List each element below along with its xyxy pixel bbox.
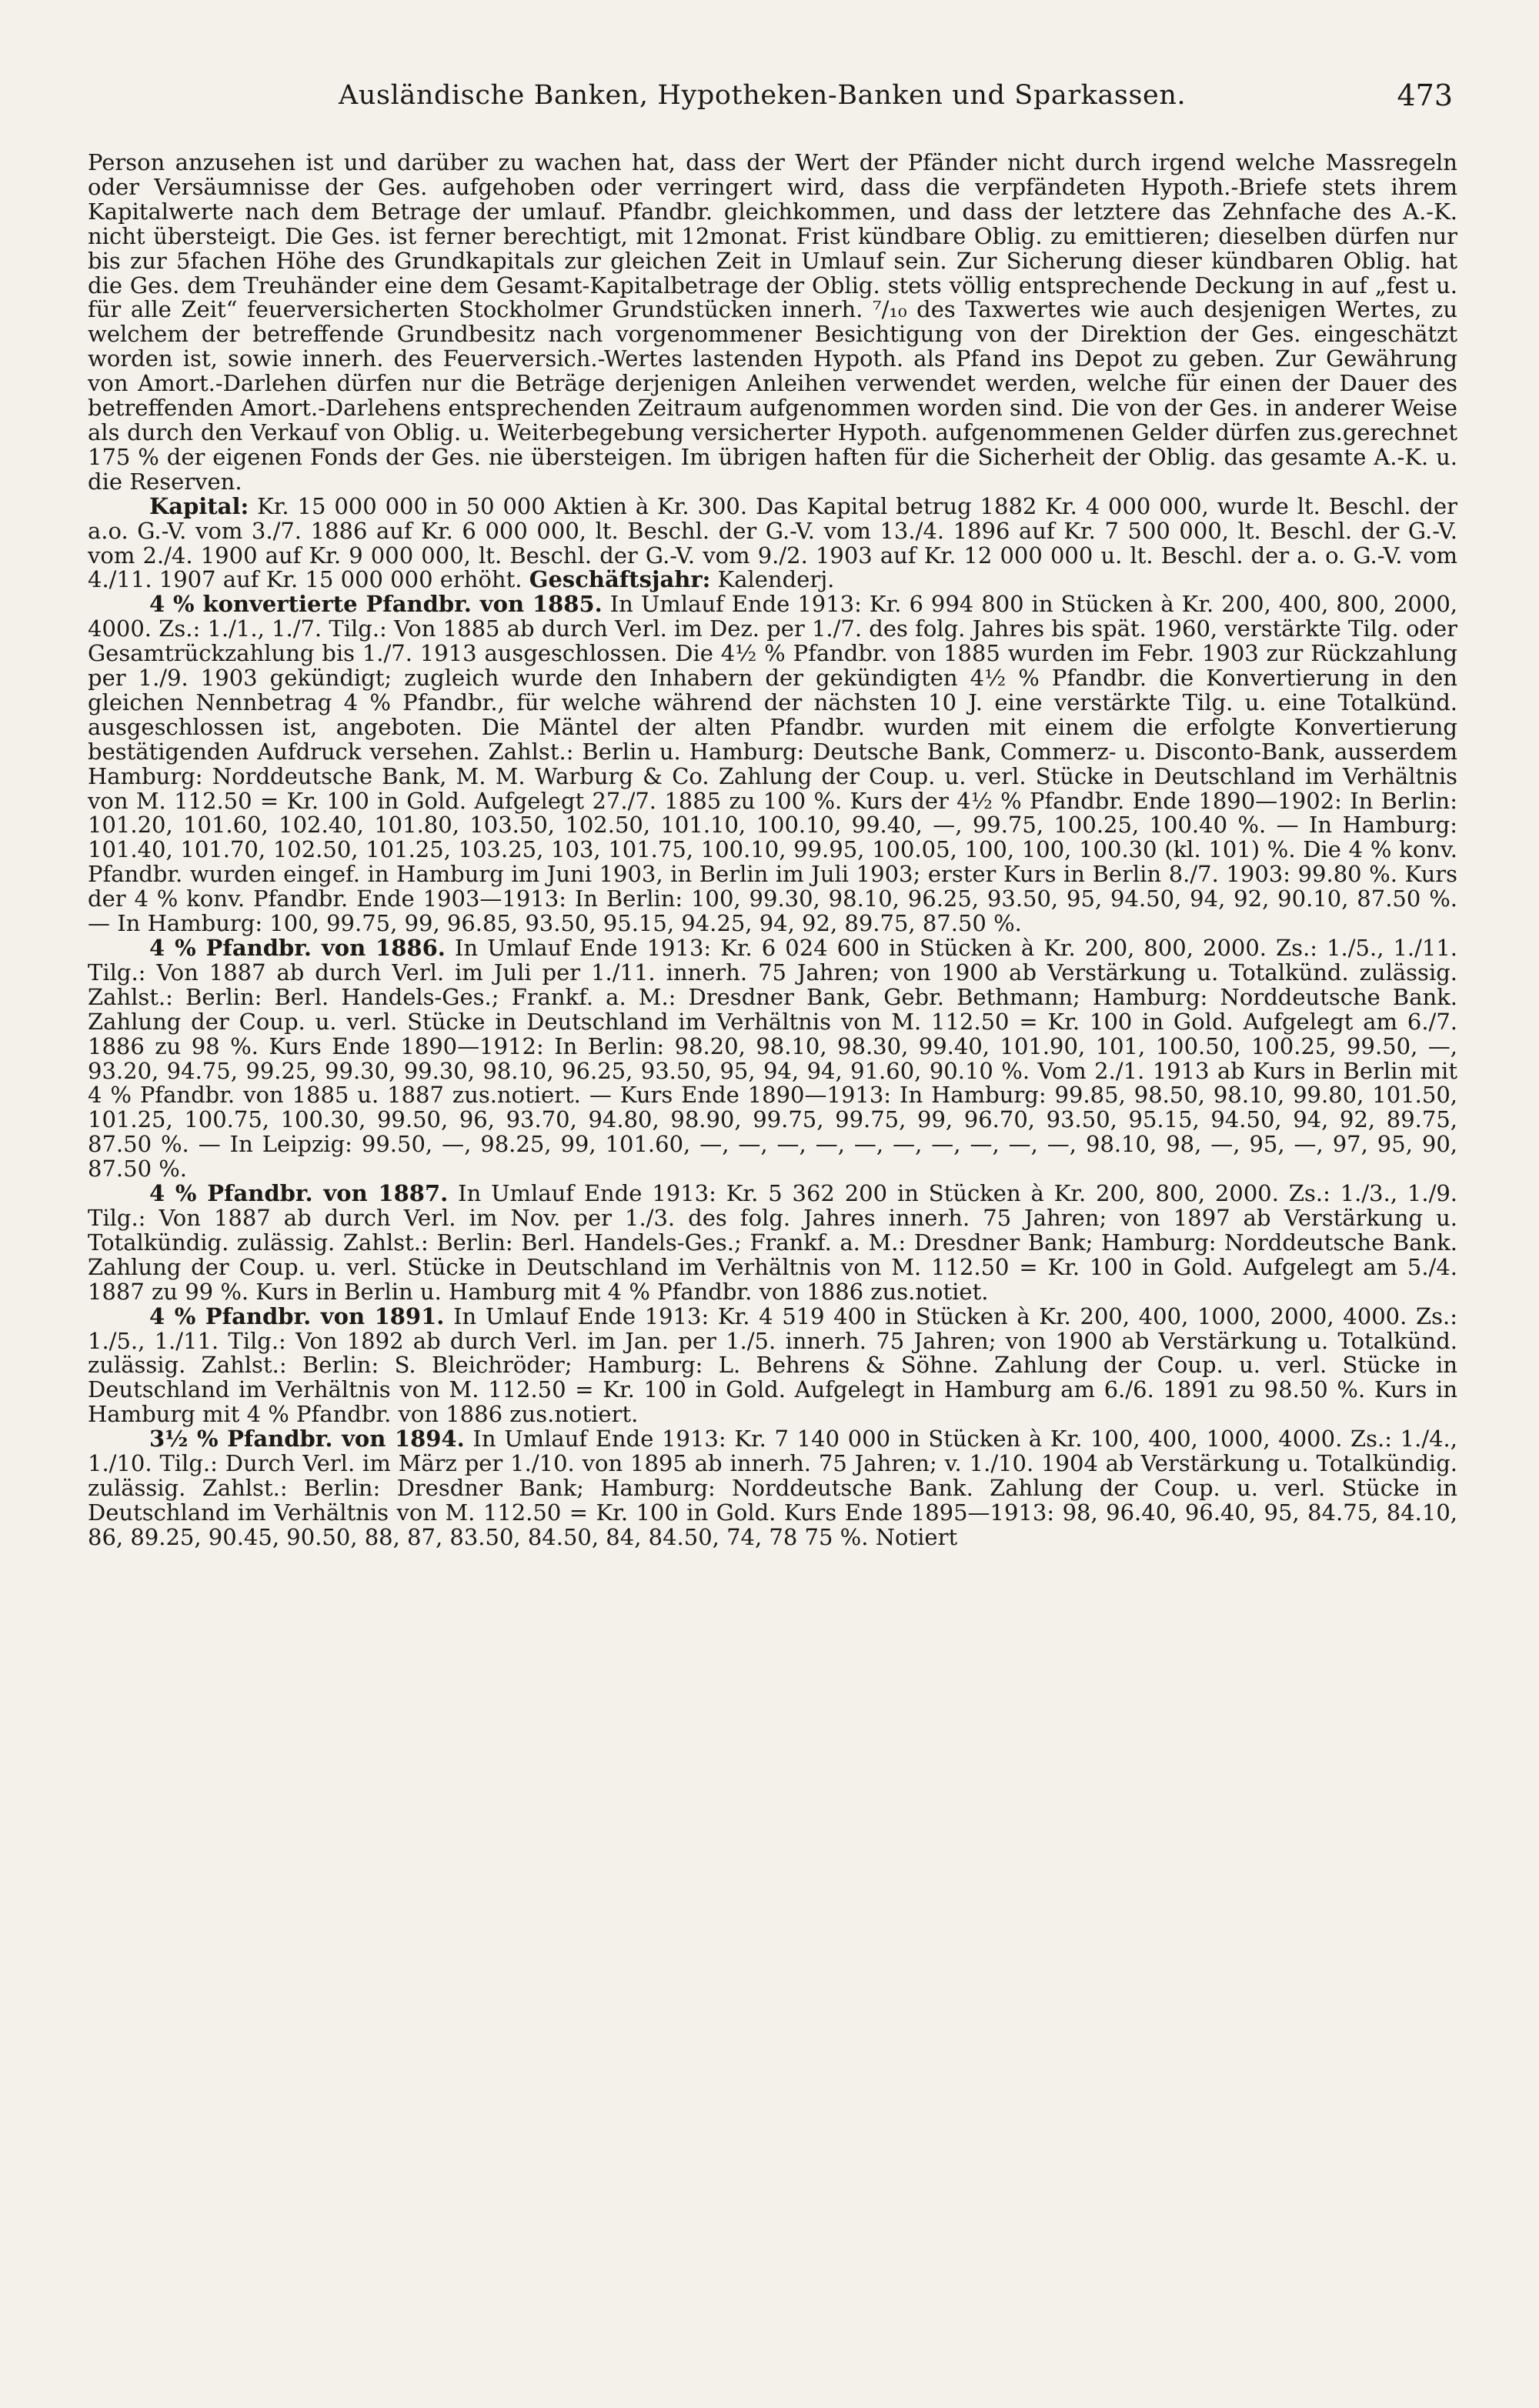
paragraph-text: In Umlauf Ende 1913: Kr. 6 024 600 in Stücken à Kr. 200, 800, 2000. Zs.: 1./5., 1./11. Tilg.: Von 1887 ab durch Verl. im Juli per 1./11. innerh. 75 Jahren; von 1900 ab Verstärkung u. Totalkünd. zulässig. Zahlst.: Berlin: Berl. Handels-Ges.; Frankf. a. M.: Dresdner Bank, Gebr. Bethmann; Hamburg: Norddeutsche Bank. Zahlung der Coup. u. verl. Stücke in Deutschland im Verhältnis von M. 112.50 = Kr. 100 in Gold. Aufgelegt am 6./7. 1886 zu 98 %. Kurs Ende 1890—1912: In Berlin: 98.20, 98.10, 98.30, 99.40, 101.90, 101, 100.50, 100.25, 99.50, —, 93.20, 94.75, 99.25, 99.30, 99.30, 98.10, 96.25, 93.50, 95, 94, 94, 91.60, 90.10 %. Vom 2./1. 1913 ab Kurs in Berlin mit 4 % Pfandbr. von 1885 u. 1887 zus.notiert. — Kurs Ende 1890—1913: In Hamburg: 99.85, 98.50, 98.10, 99.80, 101.50, 101.25, 100.75, 100.30, 99.50, 96, 93.70, 94.80, 98.90, 99.75, 99.75, 99, 96.70, 93.50, 95.15, 94.50, 94, 92, 89.75, 87.50 %. — In Leipzig: 99.50, —, 98.25, 99, 101.60, —, —, —, —, —, —, —, —, —, —, 98.10, 98, —, 95, —, 97, 95, 90, 87.50 %. <box>88 935 1457 1182</box>
paragraph-pfandbr-1891 <box>88 1302 1458 1428</box>
body-text <box>88 151 1457 1550</box>
section-heading: 3½ % Pfandbr. von 1894. <box>149 1426 465 1452</box>
section-heading: 4 % konvertierte Pfandbr. von 1885. <box>149 591 603 618</box>
paragraph-text: Kalenderj. <box>717 566 835 593</box>
paragraph-pfandbr-1885 <box>88 592 1457 936</box>
running-head-title: Ausländische Banken, Hypotheken-Banken und Sparkassen. <box>339 80 1187 111</box>
paragraph-text: In Umlauf Ende 1913: Kr. 7 140 000 in Stücken à Kr. 100, 400, 1000, 4000. Zs.: 1./4., 1./10. Tilg.: Durch Verl. im März per 1./10. von 1895 ab innerh. 75 Jahren; v. 1./10. 1904 ab Verstärkung u. Totalkündig. zulässig. Zahlst.: Berlin: Dresdner Bank; Hamburg: Norddeutsche Bank. Zahlung der Coup. u. verl. Stücke in Deutschland im Verhältnis von M. 112.50 = Kr. 100 in Gold. Kurs Ende 1895—1913: 98, 96.40, 96.40, 95, 84.75, 84.10, 86, 89.25, 90.45, 90.50, 88, 87, 83.50, 84.50, 84, 84.50, 74, 78 75 %. Notiert <box>88 1426 1457 1550</box>
section-heading: 4 % Pfandbr. von 1886. <box>149 935 446 961</box>
paragraph-pfandbr-1886 <box>88 936 1457 1182</box>
section-heading: 4 % Pfandbr. von 1891. <box>149 1302 445 1329</box>
paragraph-text: In Umlauf Ende 1913: Kr. 6 994 800 in Stücken à Kr. 200, 400, 800, 2000, 4000. Zs.: 1./1., 1./7. Tilg.: Von 1885 ab durch Verl. im Dez. per 1./7. des folg. Jahres bis spät. 1960, verstärkte Tilg. oder Gesamtrückzahlung bis 1./7. 1913 ausgeschlossen. Die 4½ % Pfandbr. von 1885 wurden im Febr. 1903 zur Rückzahlung per 1./9. 1903 gekündigt; zugleich wurde den Inhabern der gekündigten 4½ % Pfandbr. die Konvertierung in den gleichen Nennbetrag 4 % Pfandbr., für welche während der nächsten 10 J. eine verstärkte Tilg. u. eine Totalkünd. ausgeschlossen ist, angeboten. Die Mäntel der alten Pfandbr. wurden mit einem die erfolgte Konvertierung bestätigenden Aufdruck versehen. Zahlst.: Berlin u. Hamburg: Deutsche Bank, Commerz- u. Disconto-Bank, ausserdem Hamburg: Norddeutsche Bank, M. M. Warburg & Co. Zahlung der Coup. u. verl. Stücke in Deutschland im Verhältnis von M. 112.50 = Kr. 100 in Gold. Aufgelegt 27./7. 1885 zu 100 %. Kurs der 4½ % Pfandbr. Ende 1890—1902: In Berlin: 101.20, 101.60, 102.40, 101.80, 103.50, 102.50, 101.10, 100.10, 99.40, —, 99.75, 100.25, 100.40 %. — In Hamburg: 101.40, 101.70, 102.50, 101.25, 103.25, 103, 101.75, 100.10, 99.95, 100.05, 100, 100, 100.30 (kl. 101) %. Die 4 % konv. Pfandbr. wurden eingef. in Hamburg im Juni 1903, in Berlin im Juli 1903; erster Kurs in Berlin 8./7. 1903: 99.80 %. Kurs der 4 % konv. Pfandbr. Ende 1903—1913: In Berlin: 100, 99.30, 98.10, 96.25, 93.50, 95, 94.50, 94, 92, 90.10, 87.50 %. — In Hamburg: 100, 99.75, 99, 96.85, 93.50, 95.15, 94.25, 94, 92, 89.75, 87.50 %. <box>88 591 1457 937</box>
paragraph-pfandbr-1894 <box>88 1427 1457 1550</box>
paragraph-text: Kr. 15 000 000 in 50 000 Aktien à Kr. 300. Das Kapital betrug 1882 Kr. 4 000 000, wurde lt. Beschl. der a.o. G.-V. vom 3./7. 1886 auf Kr. 6 000 000, lt. Beschl. der G.-V. vom 13./4. 1896 auf Kr. 7 500 000, lt. Beschl. der G.-V. vom 2./4. 1900 auf Kr. 9 000 000, lt. Beschl. der G.-V. vom 9./2. 1903 auf Kr. 12 000 000 u. lt. Beschl. der a. o. G.-V. vom 4./11. 1907 auf Kr. 15 000 000 erhöht. <box>88 492 1457 593</box>
section-heading: Geschäftsjahr: <box>529 566 711 593</box>
paragraph-kapital <box>88 492 1457 593</box>
paragraph-pfandbr-1887 <box>88 1182 1457 1305</box>
paragraph-text: Person anzusehen ist und darüber zu wachen hat, dass der Wert der Pfänder nicht durch irgend welche Massregeln oder Versäumnisse der Ges. aufgehoben oder verringert wird, dass die verpfändeten Hypoth.-Briefe stets ihrem Kapitalwerte nach dem Betrage der umlauf. Pfandbr. gleichkommen, und dass der letztere das Zehnfache des A.-K. nicht übersteigt. Die Ges. ist ferner berechtigt, mit 12monat. Frist kündbare Oblig. zu emittieren; dieselben dürfen nur bis zur 5fachen Höhe des Grundkapitals zur gleichen Zeit in Umlauf sein. Zur Sicherung dieser kündbaren Oblig. hat die Ges. dem Treuhänder eine dem Gesamt-Kapitalbetrage der Oblig. stets völlig entsprechende Deckung in auf „fest u. für alle Zeit“ feuerversicherten Stockholmer Grundstücken innerh. ⁷/₁₀ des Taxwertes wie auch desjenigen Wertes, zu welchem der betreffende Grundbesitz nach vorgenommener Besichtigung von der Direktion der Ges. eingeschätzt worden ist, sowie innerh. des Feuerversich.-Wertes lastenden Hypoth. als Pfand ins Depot zu geben. Zur Gewährung von Amort.-Darlehen dürfen nur die Beträge derjenigen Anleihen verwendet werden, welche für einen der Dauer des betreffenden Amort.-Darlehens entsprechenden Zeitraum aufgenommen worden sind. Die von der Ges. in anderer Weise als durch den Verkauf von Oblig. u. Weiterbegebung versicherter Hypoth. aufgenommenen Gelder dürfen zus.gerechnet 175 % der eigenen Fonds der Ges. nie übersteigen. Im übrigen haften für die Sicherheit der Oblig. das gesamte A.-K. u. die Reserven. <box>88 149 1457 495</box>
page-number: 473 <box>1397 78 1453 112</box>
section-heading: Kapital: <box>149 492 249 519</box>
paragraph-continuation <box>88 151 1457 495</box>
section-heading: 4 % Pfandbr. von 1887. <box>149 1180 449 1207</box>
paragraph-text: In Umlauf Ende 1913: Kr. 4 519 400 in Stücken à Kr. 200, 400, 1000, 2000, 4000. Zs.: 1./5., 1./11. Tilg.: Von 1892 ab durch Verl. im Jan. per 1./5. innerh. 75 Jahren; von 1900 ab Verstärkung u. Totalkünd. zulässig. Zahlst.: Berlin: S. Bleichröder; Hamburg: L. Behrens & Söhne. Zahlung der Coup. u. verl. Stücke in Deutschland im Verhältnis von M. 112.50 = Kr. 100 in Gold. Aufgelegt in Hamburg am 6./6. 1891 zu 98.50 %. Kurs in Hamburg mit 4 % Pfandbr. von 1886 zus.notiert. <box>88 1302 1458 1428</box>
paragraph-text: In Umlauf Ende 1913: Kr. 5 362 200 in Stücken à Kr. 200, 800, 2000. Zs.: 1./3., 1./9. Tilg.: Von 1887 ab durch Verl. im Nov. per 1./3. des folg. Jahres innerh. 75 Jahren; von 1897 ab Verstärkung u. Totalkündig. zulässig. Zahlst.: Berlin: Berl. Handels-Ges.; Frankf. a. M.: Dresdner Bank; Hamburg: Norddeutsche Bank. Zahlung der Coup. u. verl. Stücke in Deutschland im Verhältnis von M. 112.50 = Kr. 100 in Gold. Aufgelegt am 5./4. 1887 zu 99 %. Kurs in Berlin u. Hamburg mit 4 % Pfandbr. von 1886 zus.notiet. <box>88 1180 1458 1305</box>
